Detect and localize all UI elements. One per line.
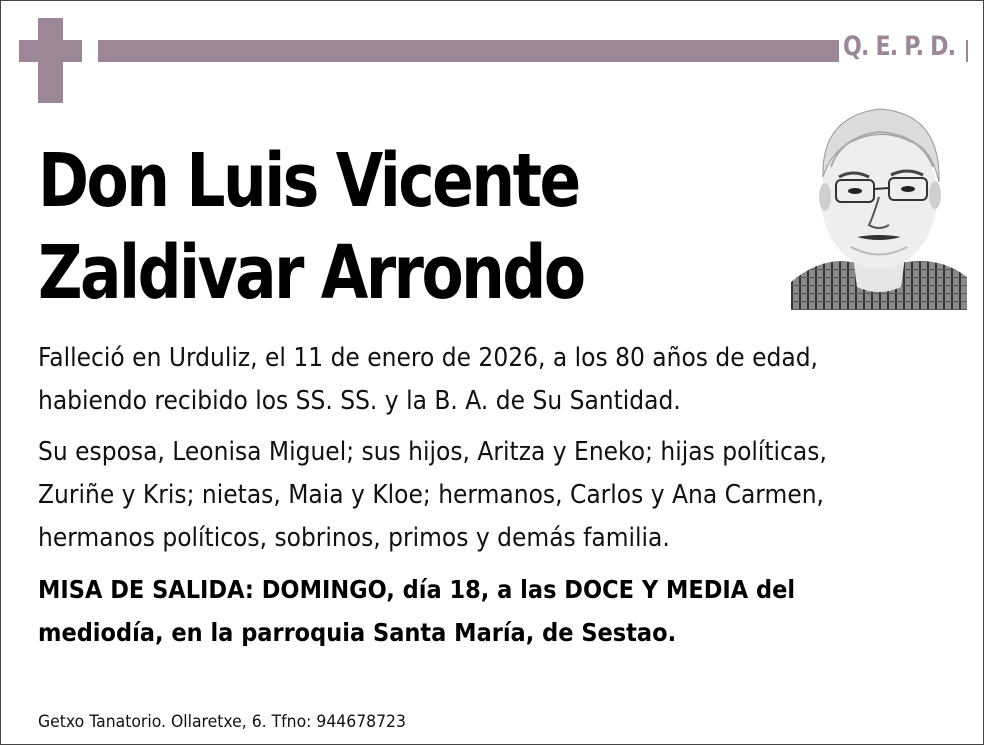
portrait-icon xyxy=(791,97,967,310)
death-line-1: Falleció en Urduliz, el 11 de enero de 2026, a los 80 años de edad, xyxy=(38,343,818,373)
name-line-2: Zaldivar Arrondo xyxy=(38,230,584,316)
death-line-2: habiendo recibido los SS. SS. y la B. A. de Su Santidad. xyxy=(38,386,681,416)
family-paragraph xyxy=(38,431,848,560)
name-line-1: Don Luis Vicente xyxy=(38,138,579,224)
mass-paragraph xyxy=(38,568,848,654)
family-line-1: Su esposa, Leonisa Miguel; sus hijos, Aritza y Eneko; hijas políticas, xyxy=(38,437,827,467)
qepd-label: Q. E. P. D. xyxy=(843,31,956,62)
family-line-3: hermanos políticos, sobrinos, primos y demás familia. xyxy=(38,523,670,553)
cross-horizontal xyxy=(19,40,82,62)
funeral-home-info: Getxo Tanatorio. Ollaretxe, 6. Tfno: 944678723 xyxy=(38,712,406,732)
mass-line-2: mediodía, en la parroquia Santa María, de Sestao. xyxy=(38,618,677,647)
mass-line-1: MISA DE SALIDA: DOMINGO, día 18, a las DOCE Y MEDIA del xyxy=(38,575,796,604)
death-paragraph xyxy=(38,337,848,423)
family-line-2: Zuriñe y Kris; nietas, Maia y Kloe; hermanos, Carlos y Ana Carmen, xyxy=(38,480,824,510)
header-rule xyxy=(98,40,839,62)
portrait-photo xyxy=(791,97,967,310)
qepd-end-rule xyxy=(966,40,968,62)
deceased-name xyxy=(38,135,584,319)
